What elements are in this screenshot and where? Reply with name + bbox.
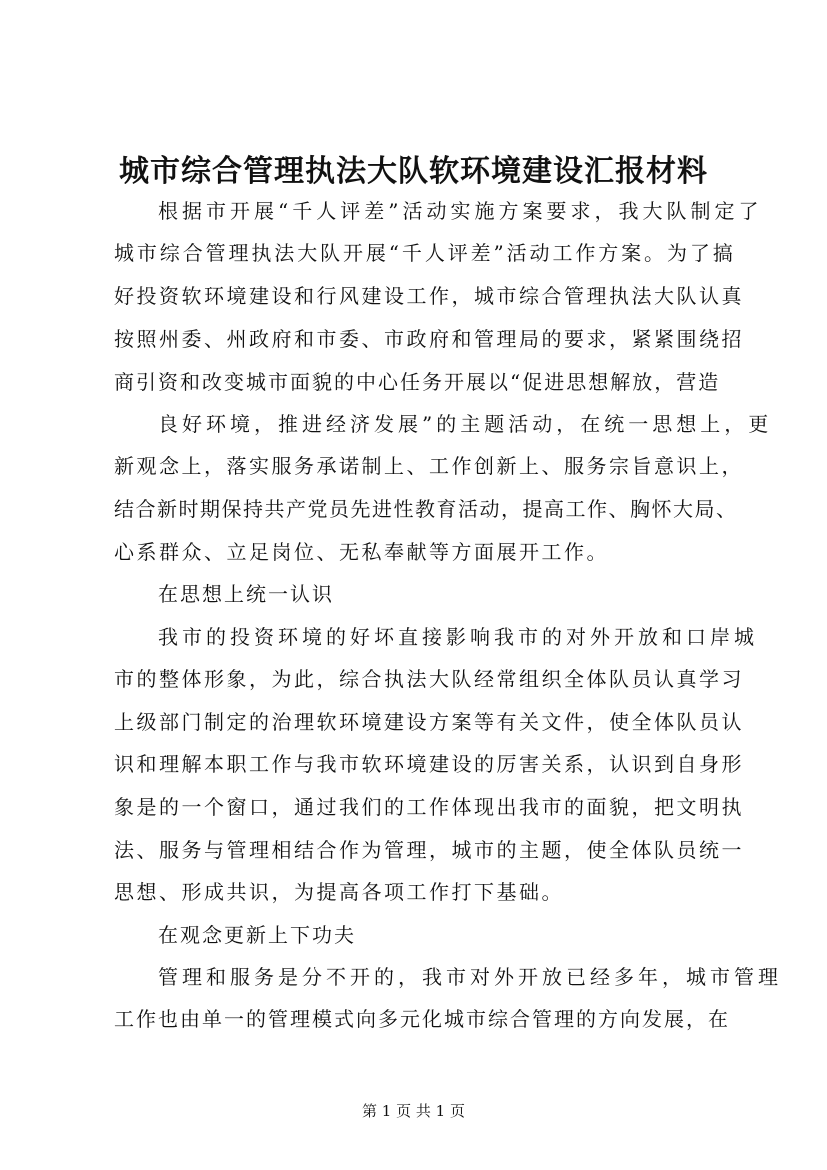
body-line: 管理和服务是分不开的，我市对外开放已经多年，城市管理 bbox=[158, 965, 782, 989]
body-line: 根据市开展“千人评差”活动实施方案要求，我大队制定了 bbox=[158, 199, 763, 223]
body-line: 上级部门制定的治理软环境建设方案等有关文件，使全体队员认 bbox=[114, 710, 744, 734]
body-line: 按照州委、州政府和市委、市政府和管理局的要求，紧紧围绕招 bbox=[114, 327, 744, 351]
body-line: 心系群众、立足岗位、无私奉献等方面展开工作。 bbox=[114, 540, 609, 564]
body-line: 新观念上，落实服务承诺制上、工作创新上、服务宗旨意识上， bbox=[114, 454, 744, 478]
section-heading: 在思想上统一认识 bbox=[158, 582, 334, 606]
body-line: 城市综合管理执法大队开展“千人评差”活动工作方案。为了搞 bbox=[114, 241, 736, 265]
body-line: 商引资和改变城市面貌的中心任务开展以“促进思想解放，营造 bbox=[114, 370, 721, 394]
body-line: 好投资软环境建设和行风建设工作，城市综合管理执法大队认真 bbox=[114, 284, 744, 308]
body-line: 结合新时期保持共产党员先进性教育活动，提高工作、胸怀大局、 bbox=[114, 497, 738, 521]
page-number: 第 1 页 共 1 页 bbox=[362, 1102, 465, 1120]
body-line: 识和理解本职工作与我市软环境建设的厉害关系，认识到自身形 bbox=[114, 752, 744, 776]
body-line: 思想、形成共识，为提高各项工作打下基础。 bbox=[114, 880, 564, 904]
body-line: 良好环境，推进经济发展”的主题活动，在统一思想上，更 bbox=[158, 412, 773, 436]
body-line: 象是的一个窗口，通过我们的工作体现出我市的面貌，把文明执 bbox=[114, 795, 744, 819]
body-line: 法、服务与管理相结合作为管理，城市的主题，使全体队员统一 bbox=[114, 838, 744, 862]
document-title: 城市综合管理执法大队软环境建设汇报材料 bbox=[119, 154, 708, 189]
body-line: 市的整体形象，为此，综合执法大队经常组织全体队员认真学习 bbox=[114, 667, 744, 691]
body-line: 工作也由单一的管理模式向多元化城市综合管理的方向发展，在 bbox=[114, 1007, 730, 1031]
body-line: 我市的投资环境的好坏直接影响我市的对外开放和口岸城 bbox=[158, 625, 758, 649]
section-heading: 在观念更新上下功夫 bbox=[158, 923, 356, 947]
